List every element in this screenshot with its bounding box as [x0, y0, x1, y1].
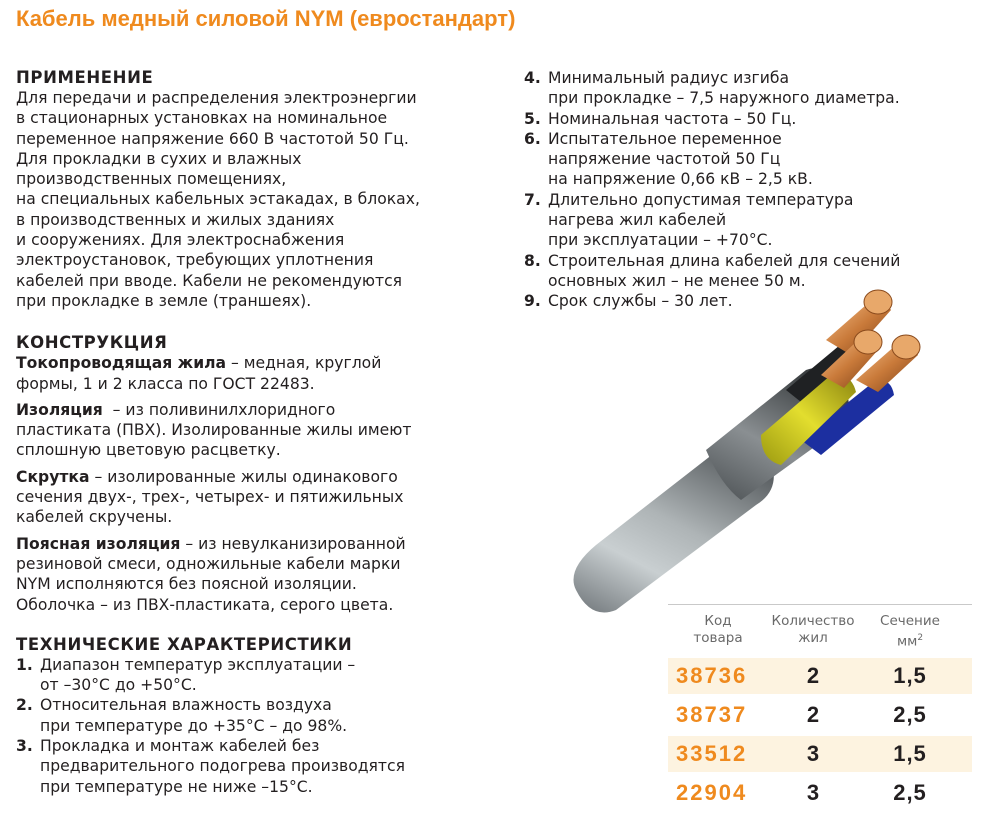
- spec-item: [16, 655, 496, 696]
- construction-item-insulation: [16, 400, 496, 461]
- spec-line: при температуре до +35°С – до 98%.: [40, 716, 348, 735]
- table-row: [668, 658, 972, 694]
- spec-line: нагрева жил кабелей: [548, 211, 727, 230]
- construction-desc: сплошную цветовую расцветку.: [16, 441, 281, 460]
- spec-line: при эксплуатации – +70°С.: [548, 231, 773, 250]
- header-count-line: Количество: [771, 613, 855, 629]
- cable-copper-end: [892, 335, 920, 359]
- spec-number: 6.: [524, 129, 541, 148]
- spec-number: 5.: [524, 109, 541, 128]
- header-section-sup: 2: [917, 633, 924, 643]
- spec-line: при прокладке – 7,5 наружного диаметра.: [548, 89, 900, 108]
- application-line: Для прокладки в сухих и влажных: [16, 149, 302, 168]
- spec-line: напряжение частотой 50 Гц: [548, 150, 781, 169]
- cable-illustration: [556, 280, 996, 620]
- application-line: Для передачи и распределения электроэнергии: [16, 89, 417, 107]
- application-line: в производственных и жилых зданиях: [16, 210, 335, 229]
- product-table: [668, 604, 972, 814]
- application-line: на специальных кабельных эстакадах, в блоках,: [16, 190, 420, 209]
- construction-desc: формы, 1 и 2 класса по ГОСТ 22483.: [16, 374, 315, 393]
- construction-desc: NYM исполняются без поясной изоляции.: [16, 575, 357, 594]
- spec-item: [524, 109, 994, 129]
- spec-line: основных жил – не менее 50 м.: [548, 271, 806, 290]
- spec-line: Номинальная частота – 50 Гц.: [548, 109, 797, 128]
- specs-heading: ТЕХНИЧЕСКИЕ ХАРАКТЕРИСТИКИ: [16, 634, 353, 654]
- application-line: при прокладке в земле (траншеях).: [16, 291, 312, 310]
- application-text: [16, 88, 496, 311]
- header-count: [768, 613, 858, 647]
- specs-list-left: [16, 655, 496, 797]
- cell-code: 38737: [676, 702, 748, 727]
- cell-section: 1,5: [893, 741, 927, 766]
- header-code-line: товара: [693, 630, 743, 646]
- table-header: [668, 604, 972, 658]
- spec-line: Строительная длина кабелей для сечений: [548, 251, 901, 270]
- construction-heading: КОНСТРУКЦИЯ: [16, 333, 168, 353]
- construction-desc: резиновой смеси, одножильные кабели марки: [16, 554, 401, 573]
- cell-code: 33512: [676, 741, 748, 766]
- spec-item: [524, 190, 994, 251]
- spec-line: на напряжение 0,66 кВ – 2,5 кВ.: [548, 170, 813, 189]
- spec-line: Минимальный радиус изгиба: [548, 69, 790, 87]
- cell-count: 2: [806, 663, 820, 688]
- header-count-line: жил: [798, 630, 828, 646]
- application-line: переменное напряжение 660 В частотой 50 Гц.: [16, 129, 409, 148]
- application-line: производственных помещениях,: [16, 170, 287, 189]
- specs-list-right: [524, 68, 994, 312]
- application-line: кабелей при вводе. Кабели не рекомендуются: [16, 271, 403, 290]
- spec-item: [524, 68, 994, 109]
- cell-code: 38736: [676, 663, 748, 688]
- left-column: [16, 68, 496, 797]
- construction-desc: пластиката (ПВХ). Изолированные жилы имеют: [16, 421, 412, 440]
- application-line: и сооружениях. Для электроснабжения: [16, 231, 345, 250]
- spec-line: Относительная влажность воздуха: [40, 696, 332, 715]
- header-section: [858, 613, 962, 651]
- spec-number: 2.: [16, 696, 33, 715]
- cell-code: 22904: [676, 780, 748, 805]
- header-section-line: Сечение: [880, 613, 940, 629]
- construction-term: Изоляция: [16, 400, 103, 419]
- table-row: [668, 697, 972, 733]
- spec-item: [16, 736, 496, 797]
- spec-line: Испытательное переменное: [548, 129, 782, 148]
- page-title: Кабель медный силовой NYM (евростандарт): [16, 6, 516, 31]
- spec-line: Срок службы – 30 лет.: [548, 292, 733, 311]
- construction-desc: – из невулканизированной: [180, 534, 406, 553]
- spec-item: [524, 129, 994, 190]
- spec-line: Диапазон температур эксплуатации –: [40, 655, 356, 674]
- spec-line: от –30°С до +50°С.: [40, 676, 197, 695]
- cell-section: 1,5: [893, 663, 927, 688]
- spec-number: 1.: [16, 655, 33, 674]
- construction-term: Поясная изоляция: [16, 534, 181, 553]
- spec-line: при температуре не ниже –15°С.: [40, 777, 313, 796]
- spec-number: 7.: [524, 190, 541, 209]
- header-code-line: Код: [704, 613, 732, 629]
- spec-line: предварительного подогрева производятся: [40, 757, 405, 776]
- construction-desc: – изолированные жилы одинакового: [89, 467, 398, 486]
- construction-term: Токопроводящая жила: [16, 354, 227, 373]
- cell-count: 3: [806, 741, 820, 766]
- spec-number: 8.: [524, 251, 541, 270]
- construction-desc: кабелей скручены.: [16, 508, 173, 527]
- right-column: [524, 68, 994, 312]
- construction-desc: – из поливинилхлоридного: [102, 400, 336, 419]
- spec-line: Прокладка и монтаж кабелей без: [40, 737, 320, 756]
- header-section-line: мм: [896, 633, 918, 650]
- construction-item-belt: [16, 534, 496, 615]
- construction-item-core: [16, 353, 496, 394]
- construction-desc: сечения двух-, трех-, четырех- и пятижильных: [16, 488, 404, 507]
- construction-item-twist: [16, 467, 496, 528]
- construction-desc: Оболочка – из ПВХ-пластиката, серого цвета.: [16, 595, 394, 614]
- cell-count: 3: [806, 780, 820, 805]
- construction-desc: – медная, круглой: [226, 354, 382, 373]
- header-code: [668, 613, 768, 647]
- spec-number: 9.: [524, 292, 541, 311]
- table-row: [668, 775, 972, 811]
- spec-number: 3.: [16, 737, 33, 756]
- application-line: в стационарных установках на номинальное: [16, 109, 388, 128]
- construction-term: Скрутка: [16, 467, 90, 486]
- cell-section: 2,5: [893, 780, 927, 805]
- cell-count: 2: [806, 702, 820, 727]
- application-line: электроустановок, требующих уплотнения: [16, 251, 374, 270]
- cable-copper-end: [864, 290, 892, 314]
- table-row: [668, 736, 972, 772]
- cable-copper-end: [854, 330, 882, 354]
- application-heading: ПРИМЕНЕНИЕ: [16, 68, 154, 87]
- spec-line: Длительно допустимая температура: [548, 190, 854, 209]
- spec-number: 4.: [524, 69, 541, 87]
- cell-section: 2,5: [893, 702, 927, 727]
- spec-item: [16, 695, 496, 736]
